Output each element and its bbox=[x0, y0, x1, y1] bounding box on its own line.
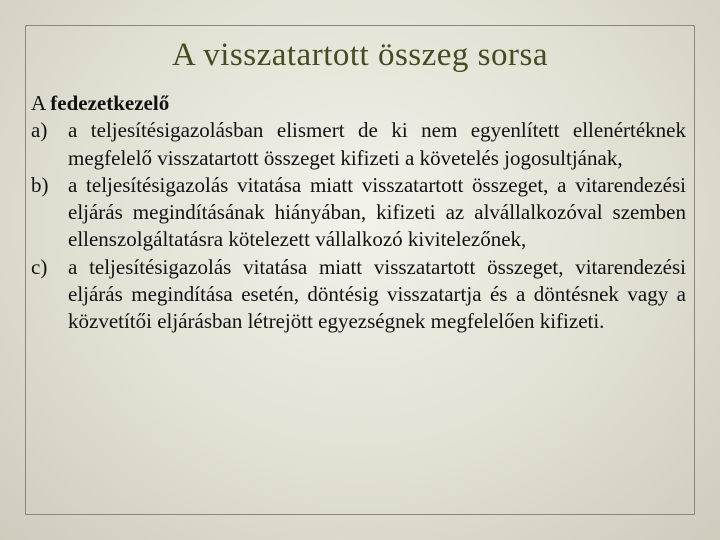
item-marker: b) bbox=[31, 172, 49, 197]
intro-subject: fedezetkezelő bbox=[50, 91, 170, 115]
slide-title: A visszatartott összeg sorsa bbox=[171, 37, 549, 73]
item-marker: a) bbox=[31, 118, 48, 143]
list-item-a bbox=[31, 117, 686, 172]
item-text: a teljesítésigazolás vitatása miatt visszatartott összeget, a vitarendezési eljárás megindításának hiányában, kifizeti az alvállalkozóval szemben ellenszolgáltatásra kötelezett vállalkozó kivitelezőnek, bbox=[68, 172, 686, 252]
intro-line bbox=[31, 90, 686, 117]
item-marker: c) bbox=[31, 254, 48, 279]
slide-body bbox=[31, 90, 686, 336]
item-text: a teljesítésigazolás vitatása miatt visszatartott összeget, vitarendezési eljárás megindítása esetén, döntésig visszatartja és a döntésnek vagy a közvetítői eljárásban létrejött egyezségnek megfelelően kifizeti. bbox=[68, 254, 686, 334]
list-item-b bbox=[31, 172, 686, 254]
item-text: a teljesítésigazolásban elismert de ki nem egyenlített ellenértéknek megfelelő visszatartott összeget kifizeti a követelés jogosultjának, bbox=[68, 118, 686, 170]
list-item-c bbox=[31, 254, 686, 336]
intro-prefix: A bbox=[31, 91, 46, 115]
item-list bbox=[31, 117, 686, 335]
